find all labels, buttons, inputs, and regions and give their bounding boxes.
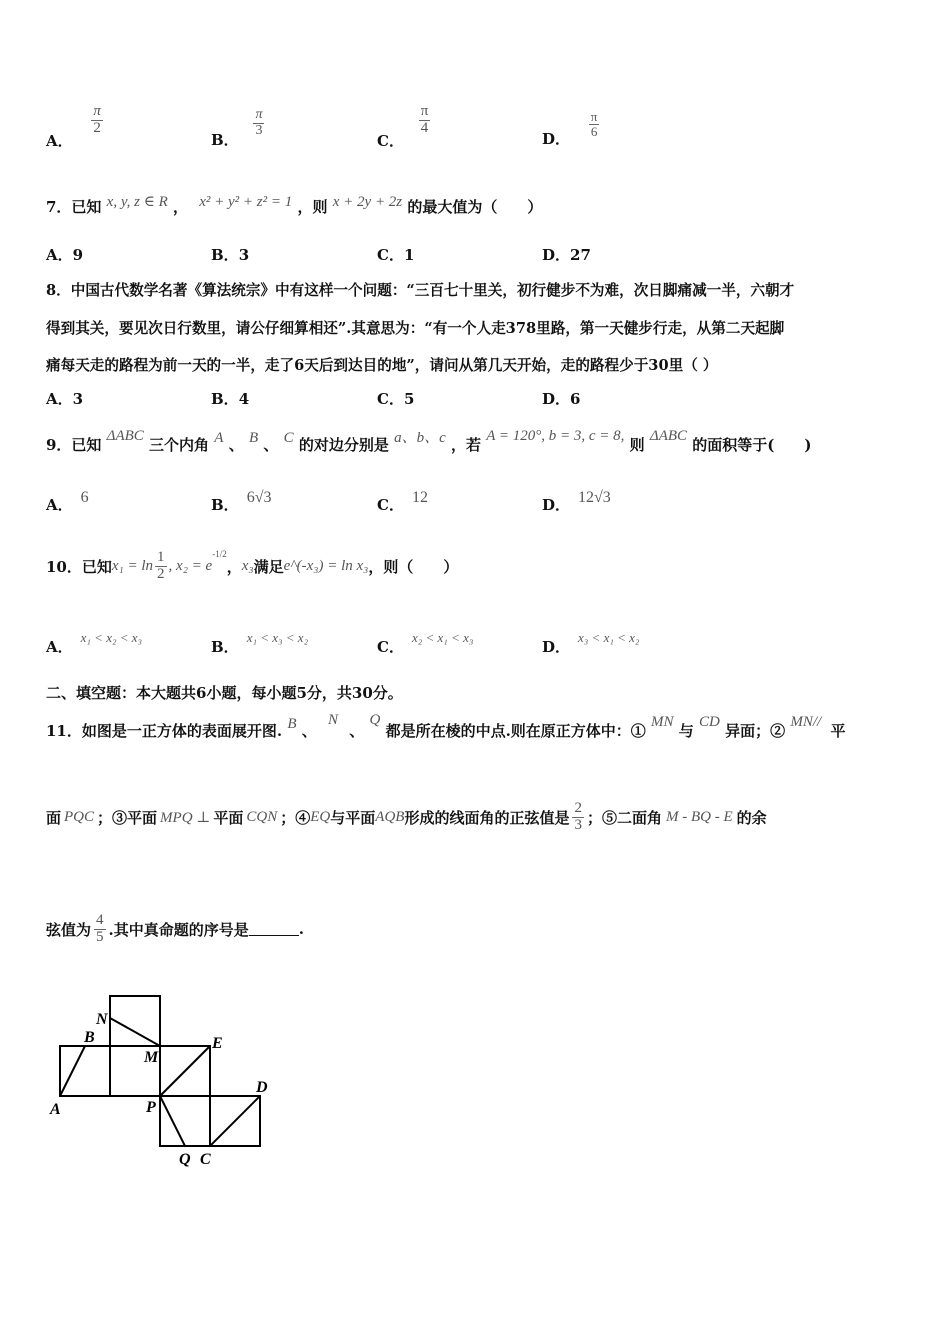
option-label: A． [46, 132, 73, 151]
q7-option-d: D．27 [542, 246, 591, 264]
q7-text: ，则 [297, 198, 328, 216]
q8-option-b: B．4 [211, 390, 250, 408]
q8-line-3: 痛每天走的路程为前一天的一半，走了6天后到达目的地”，请问从第几天开始，走的路程少于30里（ ） [46, 357, 718, 374]
option-fraction: $\frac{\pi}{4}$ [420, 103, 429, 136]
q7-option-b: B．3 [211, 246, 250, 264]
q9-sides: a、b、c [394, 430, 446, 446]
q9-option-b: B． 6√3 [211, 489, 272, 514]
net-face-left [60, 1046, 110, 1096]
q7-vars: x, y, z ∈ R [106, 194, 168, 210]
q8-line-1: 8．中国古代数学名著《算法统宗》中有这样一个问题：“三百七十里关，初行健步不为难，次日脚痛减一半，六朝才 [46, 282, 795, 299]
q10-option-d: D．x₃ < x₁ < x₂ [542, 630, 640, 656]
q10-option-a: A．x₁ < x₂ < x₃ [46, 630, 143, 656]
q7-stem [46, 196, 542, 217]
q9-number: 9．已知 [46, 436, 102, 454]
q7-option-a: A．9 [46, 246, 84, 264]
q7-question: 的最大值为（ ） [407, 198, 543, 216]
cube-net-figure [40, 990, 290, 1175]
q11-line-1: 11．如图是一正方体的表面展开图. B 、 N 、 Q 都是所在棱的中点.则在原正方体中：① MN 与 CD 异面；② MN// 平 [46, 712, 846, 740]
q10-option-c: C．x₂ < x₁ < x₃ [377, 630, 474, 656]
segment-AB [60, 1046, 85, 1096]
q6-option-b [211, 107, 264, 150]
label-D: D [256, 1079, 268, 1096]
q10-option-b: B．x₁ < x₃ < x₂ [211, 630, 309, 656]
q11-line-3: 弦值为 $\frac{4}{5}$ .其中真命题的序号是 . [46, 911, 304, 945]
label-P: P [146, 1099, 156, 1116]
option-fraction: $\frac{\pi}{2}$ [93, 103, 101, 136]
label-N: N [96, 1011, 108, 1028]
segment-PQ [160, 1096, 185, 1146]
q8-option-a: A．3 [46, 390, 84, 408]
net-face-bottom-left [160, 1096, 210, 1146]
label-Q: Q [179, 1151, 191, 1168]
q9-triangle: ΔABC [106, 428, 144, 444]
label-A: A [50, 1101, 61, 1118]
q8-option-c: C．5 [377, 390, 415, 408]
q8-line-2: 得到其关，要见次日行数里，请公仔细算相还”.其意思为：“有一个人走378里路，第一天健步行走，从第二天起脚 [46, 320, 785, 337]
q9-option-d: D． 12√3 [542, 489, 611, 514]
q7-option-c: C．1 [377, 246, 415, 264]
q6-option-a [46, 103, 103, 151]
q7-expression: x + 2y + 2z [332, 194, 403, 210]
q11-line-2: 面 PQC ；③平面 MPQ ⊥ 平面 CQN ；④ EQ 与平面 AQB 形成的线面角的正弦值是 $\frac{2}{3}$ ；⑤二面角 M - BQ - E 的余 [46, 799, 767, 833]
section-heading: 二、填空题：本大题共6小题，每小题5分，共30分。 [46, 684, 403, 702]
label-M: M [144, 1049, 159, 1066]
segment-CD [210, 1096, 260, 1146]
option-fraction: $\frac{\pi}{3}$ [255, 107, 263, 138]
option-label: D． [542, 130, 571, 149]
net-face-top [110, 996, 160, 1046]
option-label: C． [377, 132, 404, 151]
q10-number: 10．已知 [46, 557, 112, 576]
label-E: E [212, 1035, 223, 1052]
answer-blank[interactable] [249, 923, 299, 936]
option-fraction: $\frac{\pi}{6}$ [590, 109, 598, 139]
label-C: C [200, 1151, 211, 1168]
q8-option-d: D．6 [542, 390, 581, 408]
q9-option-c: C． 12 [377, 489, 428, 514]
q10-stem: 10．已知 x₁ = ln $\frac{1}{2}$ , x₂ = e -1/2 ， x₃ 满足 e^(-x₃) = ln x₃ ，则（ ） [46, 548, 459, 582]
q9-option-a: A． 6 [46, 489, 89, 514]
q9-condition: A = 120°, b = 3, c = 8, [486, 428, 625, 444]
label-B: B [84, 1029, 95, 1046]
q7-sep: ， [173, 198, 189, 216]
q6-option-c [377, 103, 430, 151]
q6-option-d [542, 109, 599, 149]
option-label: B． [211, 131, 239, 150]
segment-NM [110, 1018, 160, 1046]
q9-stem: 9．已知 ΔABC 三个内角 A 、 B 、 C 的对边分别是 a、b、c ，若 A = 120°, b = 3, c = 8, 则 ΔABC 的面积等于( ) [46, 428, 812, 454]
segment-PE [160, 1046, 210, 1096]
q7-condition: x² + y² + z² = 1 [199, 194, 293, 210]
q7-number: 7．已知 [46, 198, 102, 216]
